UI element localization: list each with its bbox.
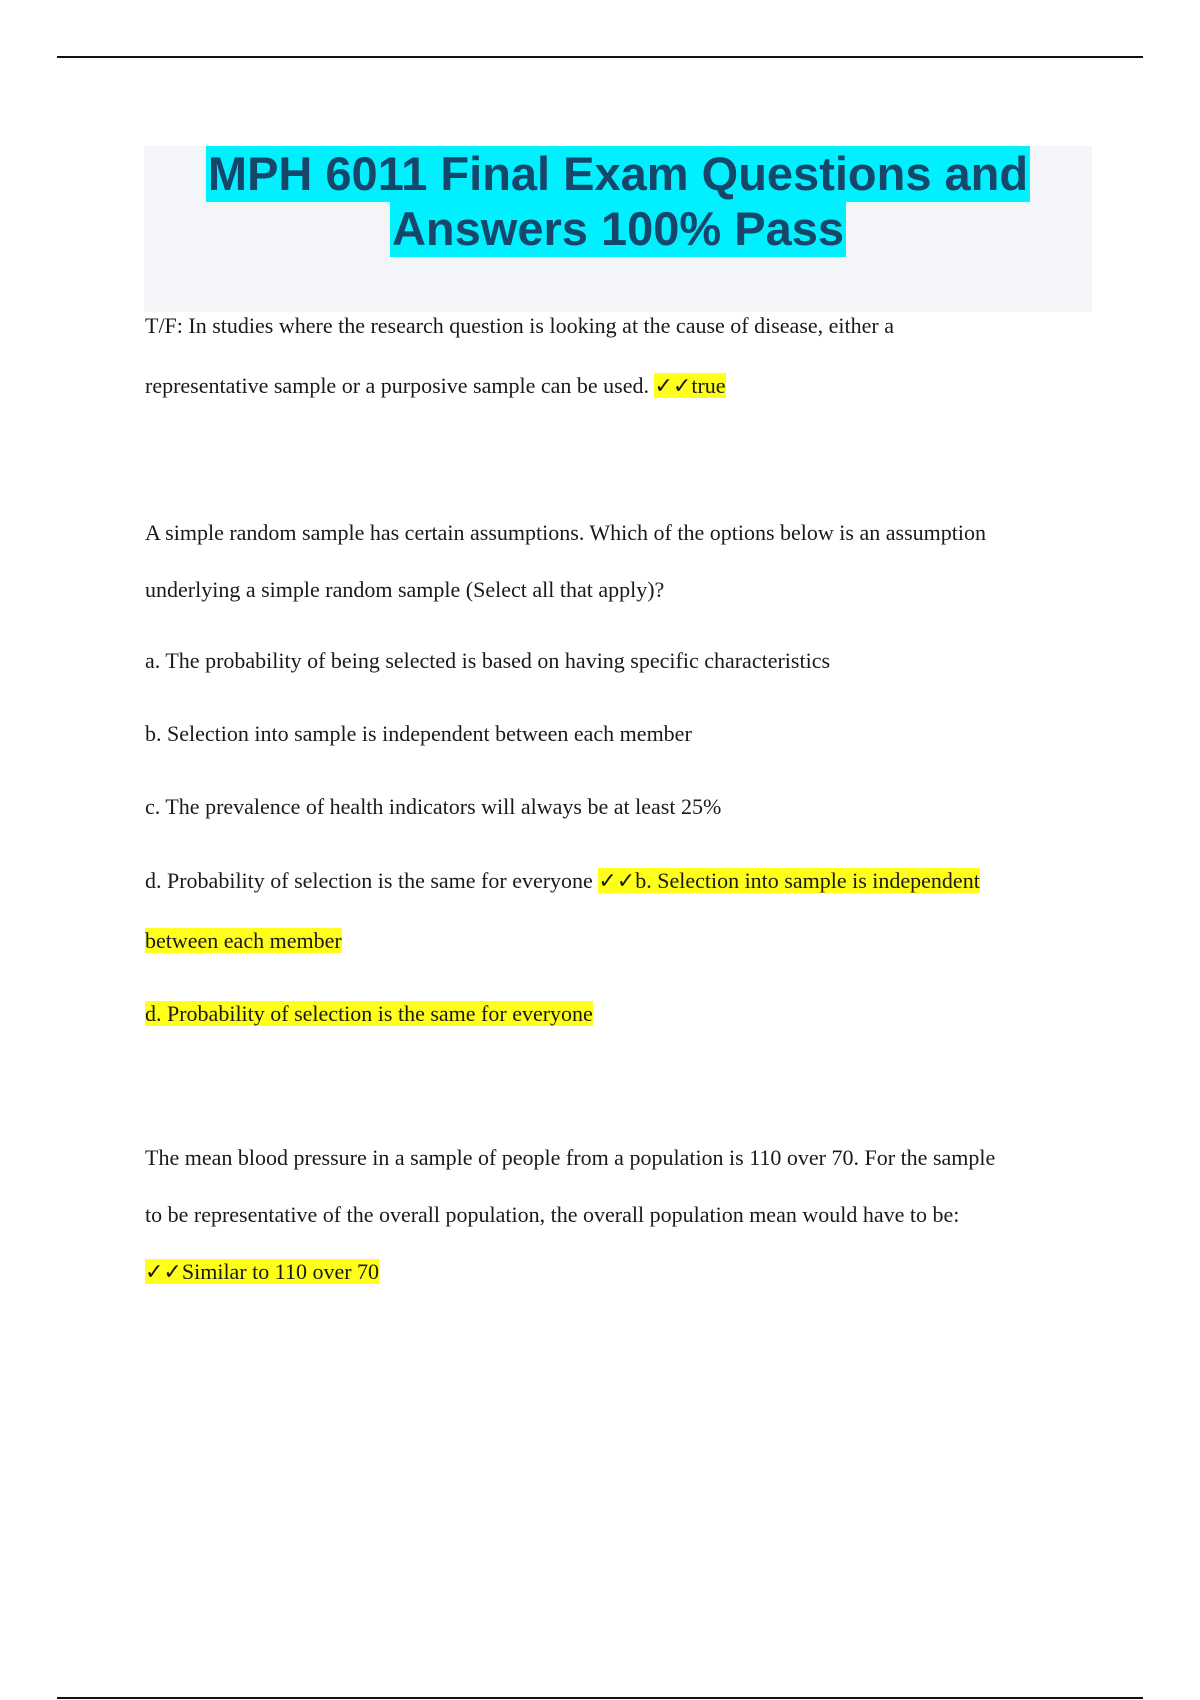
question-2-text-2: underlying a simple random sample (Select all that apply)?	[145, 577, 665, 602]
question-2-answer-line-3	[145, 999, 593, 1029]
question-2-answer-1	[598, 868, 979, 893]
question-2-option-d	[145, 866, 980, 897]
question-2-option-a	[145, 646, 830, 676]
title-banner	[144, 146, 1092, 312]
question-2-answer-text-3: d. Probability of selection is the same for everyone	[145, 1001, 593, 1026]
question-1-line-2	[145, 371, 726, 402]
document-title-line-1: MPH 6011 Final Exam Questions and	[207, 147, 1029, 200]
question-1-text-1: T/F: In studies where the research question is looking at the cause of disease, either a	[145, 313, 894, 338]
question-3-text-2: to be representative of the overall population, the overall population mean would have to be:	[145, 1202, 960, 1227]
option-a-text: a. The probability of being selected is based on having specific characteristics	[145, 648, 831, 673]
question-2-text-1: A simple random sample has certain assumptions. Which of the options below is an assumption	[145, 520, 986, 545]
question-3-answer-text: Similar to 110 over 70	[181, 1259, 380, 1284]
question-1-answer	[654, 373, 725, 398]
top-divider	[57, 56, 1143, 58]
question-3-answer	[145, 1259, 379, 1284]
check-icon: ✓✓	[598, 869, 636, 894]
option-c-text: c. The prevalence of health indicators will always be at least 25%	[145, 794, 722, 819]
question-3-line-2	[145, 1200, 959, 1230]
question-1-answer-text: true	[691, 373, 726, 398]
question-2-answer-line-2	[145, 926, 342, 956]
option-b-text: b. Selection into sample is independent between each member	[145, 721, 692, 746]
question-1-text-2: representative sample or a purposive sample can be used.	[145, 373, 655, 398]
question-2-answer-text-1: b. Selection into sample is independent	[635, 868, 980, 893]
question-2-answer-text-2: between each member	[145, 928, 342, 953]
check-icon: ✓✓	[654, 374, 692, 399]
document-title-line-2: Answers 100% Pass	[391, 202, 845, 255]
bottom-divider	[57, 1697, 1143, 1699]
question-2-line-2	[145, 575, 664, 605]
question-3-answer-line	[145, 1257, 379, 1288]
question-2-line-1	[145, 518, 986, 548]
question-1-line-1	[145, 311, 894, 341]
question-2-option-b	[145, 719, 692, 749]
question-3-line-1	[145, 1143, 995, 1173]
question-2-option-c	[145, 792, 721, 822]
option-d-text: d. Probability of selection is the same for everyone	[145, 868, 599, 893]
check-icon: ✓✓	[145, 1260, 182, 1285]
question-3-text-1: The mean blood pressure in a sample of people from a population is 110 over 70. For the sample	[145, 1145, 996, 1170]
